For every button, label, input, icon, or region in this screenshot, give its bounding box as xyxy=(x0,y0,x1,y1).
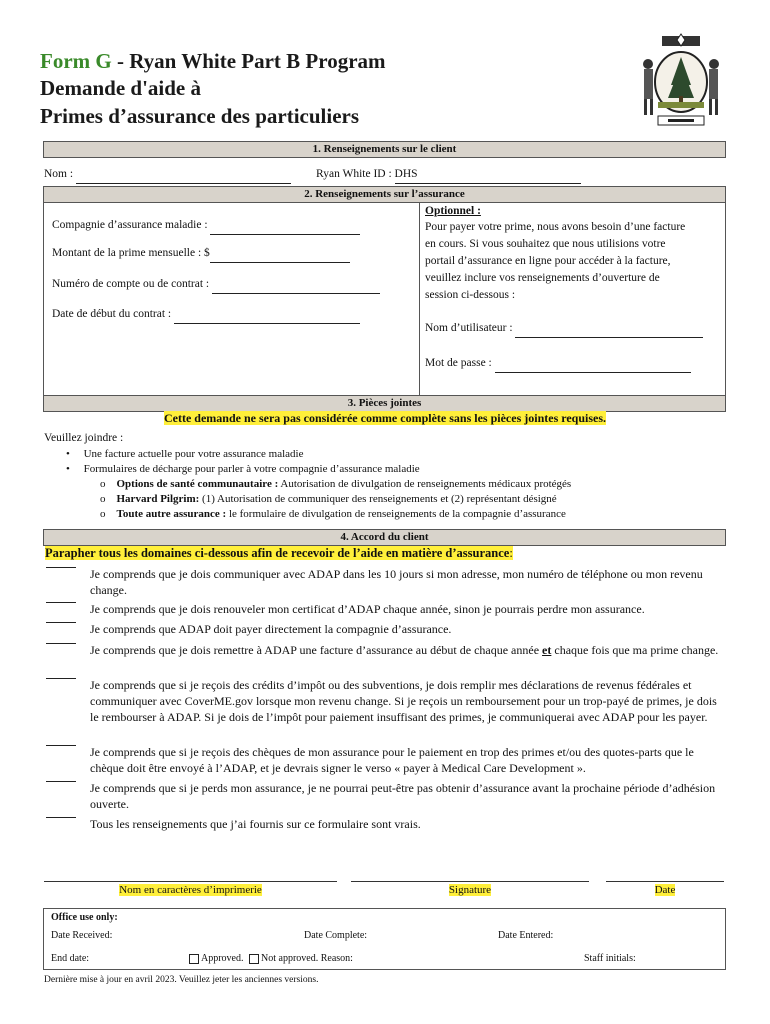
attachments-list xyxy=(66,447,726,522)
form-label: Form G xyxy=(40,49,112,73)
list-item-text: Une facture actuelle pour votre assurance maladie xyxy=(83,448,304,460)
initial-field-4[interactable] xyxy=(46,643,76,644)
optional-text-line: en cours. Si vous souhaitez que nous utilisions votre xyxy=(425,238,666,250)
date-label-wrap xyxy=(606,883,724,897)
initial-field-1[interactable] xyxy=(46,567,76,568)
password-label: Mot de passe : xyxy=(425,357,492,369)
section-1-header: 1. Renseignements sur le client xyxy=(43,141,726,158)
insurance-divider xyxy=(419,202,420,396)
section-2-header: 2. Renseignements sur l’assurance xyxy=(43,186,726,203)
date-complete-label: Date Complete: xyxy=(304,930,368,941)
agreement-instruction-colon: : xyxy=(509,546,513,560)
list-subitem xyxy=(66,507,726,522)
agreement-item-1: Je comprends que je dois communiquer avec ADAP dans les 10 jours si mon adresse, mon numéro de téléphone ou mon revenu change. xyxy=(90,567,703,597)
optional-title: Optionnel : xyxy=(425,205,481,217)
username-field[interactable] xyxy=(425,320,703,338)
printed-name-label-wrap xyxy=(44,883,337,897)
agreement-instruction-wrap xyxy=(45,545,513,561)
signature-line[interactable] xyxy=(351,881,589,882)
list-subitem-text: Autorisation de divulgation de renseignements médicaux protégés xyxy=(278,478,572,490)
form-title xyxy=(40,48,386,74)
initial-field-3[interactable] xyxy=(46,622,76,623)
printed-name-line[interactable] xyxy=(44,881,337,882)
optional-text-line: veuillez inclure vos renseignements d’ouverture de xyxy=(425,272,660,284)
premium-line[interactable] xyxy=(210,245,350,263)
initial-field-7[interactable] xyxy=(46,781,76,782)
list-item-text: Formulaires de décharge pour parler à votre compagnie d’assurance maladie xyxy=(83,463,420,475)
footer-note: Dernière mise à jour en avril 2023. Veuillez jeter les anciennes versions. xyxy=(44,975,319,985)
start-date-line[interactable] xyxy=(174,306,360,324)
start-date-field[interactable] xyxy=(52,306,360,324)
agreement-item-8: Tous les renseignements que j’ai fournis sur ce formulaire sont vrais. xyxy=(90,817,421,831)
optional-text-line: portail d’assurance en ligne pour accéder à la facture, xyxy=(425,255,671,267)
date-received-label: Date Received: xyxy=(51,930,113,941)
premium-field[interactable] xyxy=(52,245,350,263)
agreement-item-5: Je comprends que si je reçois des crédits d’impôt ou des subventions, je dois remplir mes déclarations de revenus fédérales et communiquer avec CoverME.gov lorsque mon revenu change. Si je reçois un remboursement pour un trop-payé de primes, je dois le rembourser à ADAP. Si je dois de l’impôt pour paiement insuffisant des primes, je communiquerai avec ADAP pour les payer. xyxy=(90,678,717,724)
signature-label-wrap xyxy=(351,883,589,897)
agreement-item-4-et: et xyxy=(542,643,552,657)
account-label: Numéro de compte ou de contrat : xyxy=(52,278,210,290)
insurance-company-field[interactable] xyxy=(52,217,360,235)
attachments-warning-wrap xyxy=(0,410,770,426)
approved-label: Approved. xyxy=(201,953,244,964)
initial-field-2[interactable] xyxy=(46,602,76,603)
ryan-white-id-line[interactable] xyxy=(395,166,581,184)
staff-initials-label: Staff initials: xyxy=(584,953,636,964)
account-line[interactable] xyxy=(212,276,380,294)
initial-field-8[interactable] xyxy=(46,817,76,818)
list-subitem-bold: Harvard Pilgrim: xyxy=(116,493,200,505)
section-4-header: 4. Accord du client xyxy=(43,529,726,546)
signature-label: Signature xyxy=(448,884,492,896)
end-date-label: End date: xyxy=(51,953,90,964)
agreement-instruction xyxy=(45,546,513,560)
not-approved-label: Not approved. Reason: xyxy=(261,953,353,964)
title-line-2: Demande d'aide à xyxy=(40,76,202,100)
list-item: • Formulaires de décharge pour parler à votre compagnie d’assurance maladie xyxy=(66,463,420,475)
ryan-white-id-prefix: DHS xyxy=(394,168,418,180)
agreement-item-4-tail: chaque fois que ma prime change. xyxy=(551,643,719,657)
insurance-company-label: Compagnie d’assurance maladie : xyxy=(52,219,208,231)
initial-field-6[interactable] xyxy=(46,745,76,746)
list-subitem-bold: Toute autre assurance : xyxy=(116,508,227,520)
initial-field-5[interactable] xyxy=(46,678,76,679)
username-label: Nom d’utilisateur : xyxy=(425,322,513,334)
office-use-title: Office use only: xyxy=(51,912,118,923)
list-subitem-text: le formulaire de divulgation de renseignements de la compagnie d’assurance xyxy=(226,508,566,520)
username-line[interactable] xyxy=(515,320,703,338)
list-subitem xyxy=(66,492,726,507)
date-label: Date xyxy=(654,884,676,896)
date-line[interactable] xyxy=(606,881,724,882)
sub-marker: o xyxy=(100,478,106,490)
optional-text-line: Pour payer votre prime, nous avons besoin d’une facture xyxy=(425,221,686,233)
ryan-white-id-field[interactable] xyxy=(316,166,581,184)
attachments-intro: Veuillez joindre : xyxy=(44,432,124,444)
agreement-instruction-text: Parapher tous les domaines ci-dessous afin de recevoir de l’aide en matière d’assurance xyxy=(45,546,510,560)
sub-marker: o xyxy=(100,493,106,505)
list-subitem-text: (1) Autorisation de communiquer des renseignements et (2) représentant désigné xyxy=(199,493,557,505)
insurance-company-line[interactable] xyxy=(210,217,360,235)
list-subitem-bold: Options de santé communautaire : xyxy=(116,478,279,490)
section-3-header: 3. Pièces jointes xyxy=(43,395,726,412)
list-subitem xyxy=(66,477,726,492)
password-field[interactable] xyxy=(425,355,691,373)
agreement-item-6: Je comprends que si je reçois des chèques de mon assurance pour le paiement en trop des primes et/ou des quotes-parts que le chèque doit être envoyé à l’ADAP, et je devrais signer le verso « payer à Medical Care Development ». xyxy=(90,745,694,775)
state-seal-logo xyxy=(640,30,722,130)
optional-text xyxy=(425,219,720,304)
client-name-field[interactable] xyxy=(44,166,291,184)
account-field[interactable] xyxy=(52,276,380,294)
list-item: • Une facture actuelle pour votre assurance maladie xyxy=(66,448,304,460)
start-date-label: Date de début du contrat : xyxy=(52,308,172,320)
program-name: - Ryan White Part B Program xyxy=(111,49,386,73)
approval-options xyxy=(189,953,353,964)
agreement-item-7: Je comprends que si je perds mon assurance, je ne pourrai peut-être pas obtenir d’assurance avant la prochaine période d’adhésion ouverte. xyxy=(90,781,716,811)
not-approved-checkbox[interactable] xyxy=(249,954,259,964)
agreement-item-2: Je comprends que je dois renouveler mon certificat d’ADAP chaque année, sinon je pourrais perdre mon assurance. xyxy=(90,602,645,616)
optional-text-line: session ci-dessous : xyxy=(425,289,516,301)
agreement-item-4 xyxy=(90,642,720,658)
premium-label: Montant de la prime mensuelle : $ xyxy=(52,247,210,259)
sub-marker: o xyxy=(100,508,106,520)
approved-checkbox[interactable] xyxy=(189,954,199,964)
title-line-3: Primes d’assurance des particuliers xyxy=(40,104,360,128)
client-name-line[interactable] xyxy=(76,166,291,184)
agreement-item-4-text: Je comprends que je dois remettre à ADAP une facture d’assurance au début de chaque année xyxy=(90,643,540,657)
date-entered-label: Date Entered: xyxy=(498,930,554,941)
printed-name-label: Nom en caractères d’imprimerie xyxy=(119,884,262,896)
password-line[interactable] xyxy=(495,355,691,373)
client-name-label: Nom : xyxy=(44,168,74,180)
attachments-warning: Cette demande ne sera pas considérée comme complète sans les pièces jointes requises. xyxy=(163,411,607,425)
agreement-item-3: Je comprends que ADAP doit payer directement la compagnie d’assurance. xyxy=(90,622,452,636)
ryan-white-id-label: Ryan White ID : xyxy=(316,168,392,180)
